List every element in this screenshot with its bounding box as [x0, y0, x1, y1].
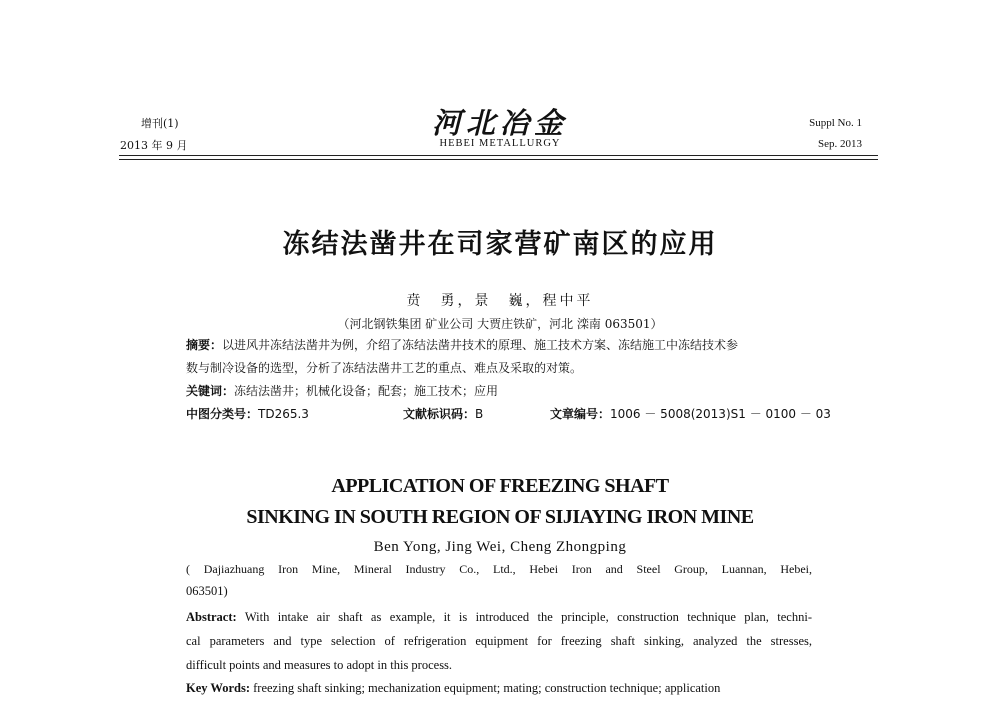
clc-label: 中图分类号： — [186, 407, 259, 421]
keywords-cn-label: 关键词： — [186, 384, 235, 398]
keywords-cn-text: 冻结法凿井；机械化设备；配套；施工技术；应用 — [234, 384, 499, 398]
authors-cn: 贲 勇，景 巍，程中平 — [406, 293, 594, 309]
authors-en: Ben Yong, Jing Wei, Cheng Zhongping — [373, 539, 627, 555]
abstract-cn-label: 摘要： — [186, 338, 223, 352]
affiliation-cn: （河北钢铁集团 矿业公司 大贾庄铁矿，河北 滦南 063501） — [337, 317, 663, 331]
clc-value: TD265.3 — [258, 407, 309, 421]
abstract-en-line2: cal parameters and type selection of refrigeration equipment for freezing shaft sinking, analyzed the stresses, — [186, 634, 812, 648]
keywords-cn — [186, 382, 498, 399]
abstract-en-line3: difficult points and measures to adopt in this process. — [186, 658, 453, 672]
keywords-en-label: Key Words: — [186, 681, 251, 695]
issue-date-cn: 2013 年 9 月 — [120, 139, 188, 152]
header-rule-bottom — [119, 159, 878, 160]
journal-name-en: HEBEI METALLURGY — [439, 138, 561, 149]
document-code-label: 文献标识码： — [403, 407, 476, 421]
abstract-cn-line1 — [186, 336, 738, 353]
article-title-en-line2: SINKING IN SOUTH REGION OF SIJIAYING IRON MINE — [246, 506, 754, 528]
document-code-value: B — [475, 407, 484, 421]
abstract-en-text1: With intake air shaft as example, it is introduced the principle, construction technique plan, techni- — [236, 610, 812, 624]
article-title-cn: 冻结法凿井在司家营矿南区的应用 — [282, 229, 718, 260]
clc-number — [186, 405, 309, 422]
article-number-label: 文章编号： — [550, 407, 611, 421]
article-number-value: 1006 － 5008(2013)S1 － 0100 － 03 — [610, 407, 831, 421]
document-code — [403, 405, 483, 422]
issue-date-en: Sep. 2013 — [818, 138, 862, 150]
issue-label: 增刊(1) — [141, 117, 179, 130]
affiliation-en-line1: ( Dajiazhuang Iron Mine, Mineral Industry Co., Ltd., Hebei Iron and Steel Group, Luannan, Hebei, — [186, 562, 812, 576]
article-number — [550, 405, 831, 422]
abstract-cn-text1: 以进风井冻结法凿井为例，介绍了冻结法凿井技术的原理、施工技术方案、冻结施工中冻结技术参 — [222, 338, 739, 352]
keywords-en-text: freezing shaft sinking; mechanization equipment; mating; construction technique; application — [250, 681, 721, 695]
header-rule-top — [119, 155, 878, 156]
affiliation-en-line2: 063501) — [186, 584, 228, 598]
abstract-en-label: Abstract: — [186, 610, 237, 624]
abstract-cn-line2: 数与制冷设备的选型，分析了冻结法凿井工艺的重点、难点及采取的对策。 — [186, 361, 583, 375]
journal-logo-cn: 河北冶金 — [431, 106, 568, 140]
article-title-en-line1: APPLICATION OF FREEZING SHAFT — [331, 475, 669, 497]
journal-masthead — [420, 108, 580, 149]
abstract-en-line1 — [186, 610, 812, 625]
supplement-number: Suppl No. 1 — [809, 117, 862, 129]
keywords-en — [186, 681, 720, 696]
